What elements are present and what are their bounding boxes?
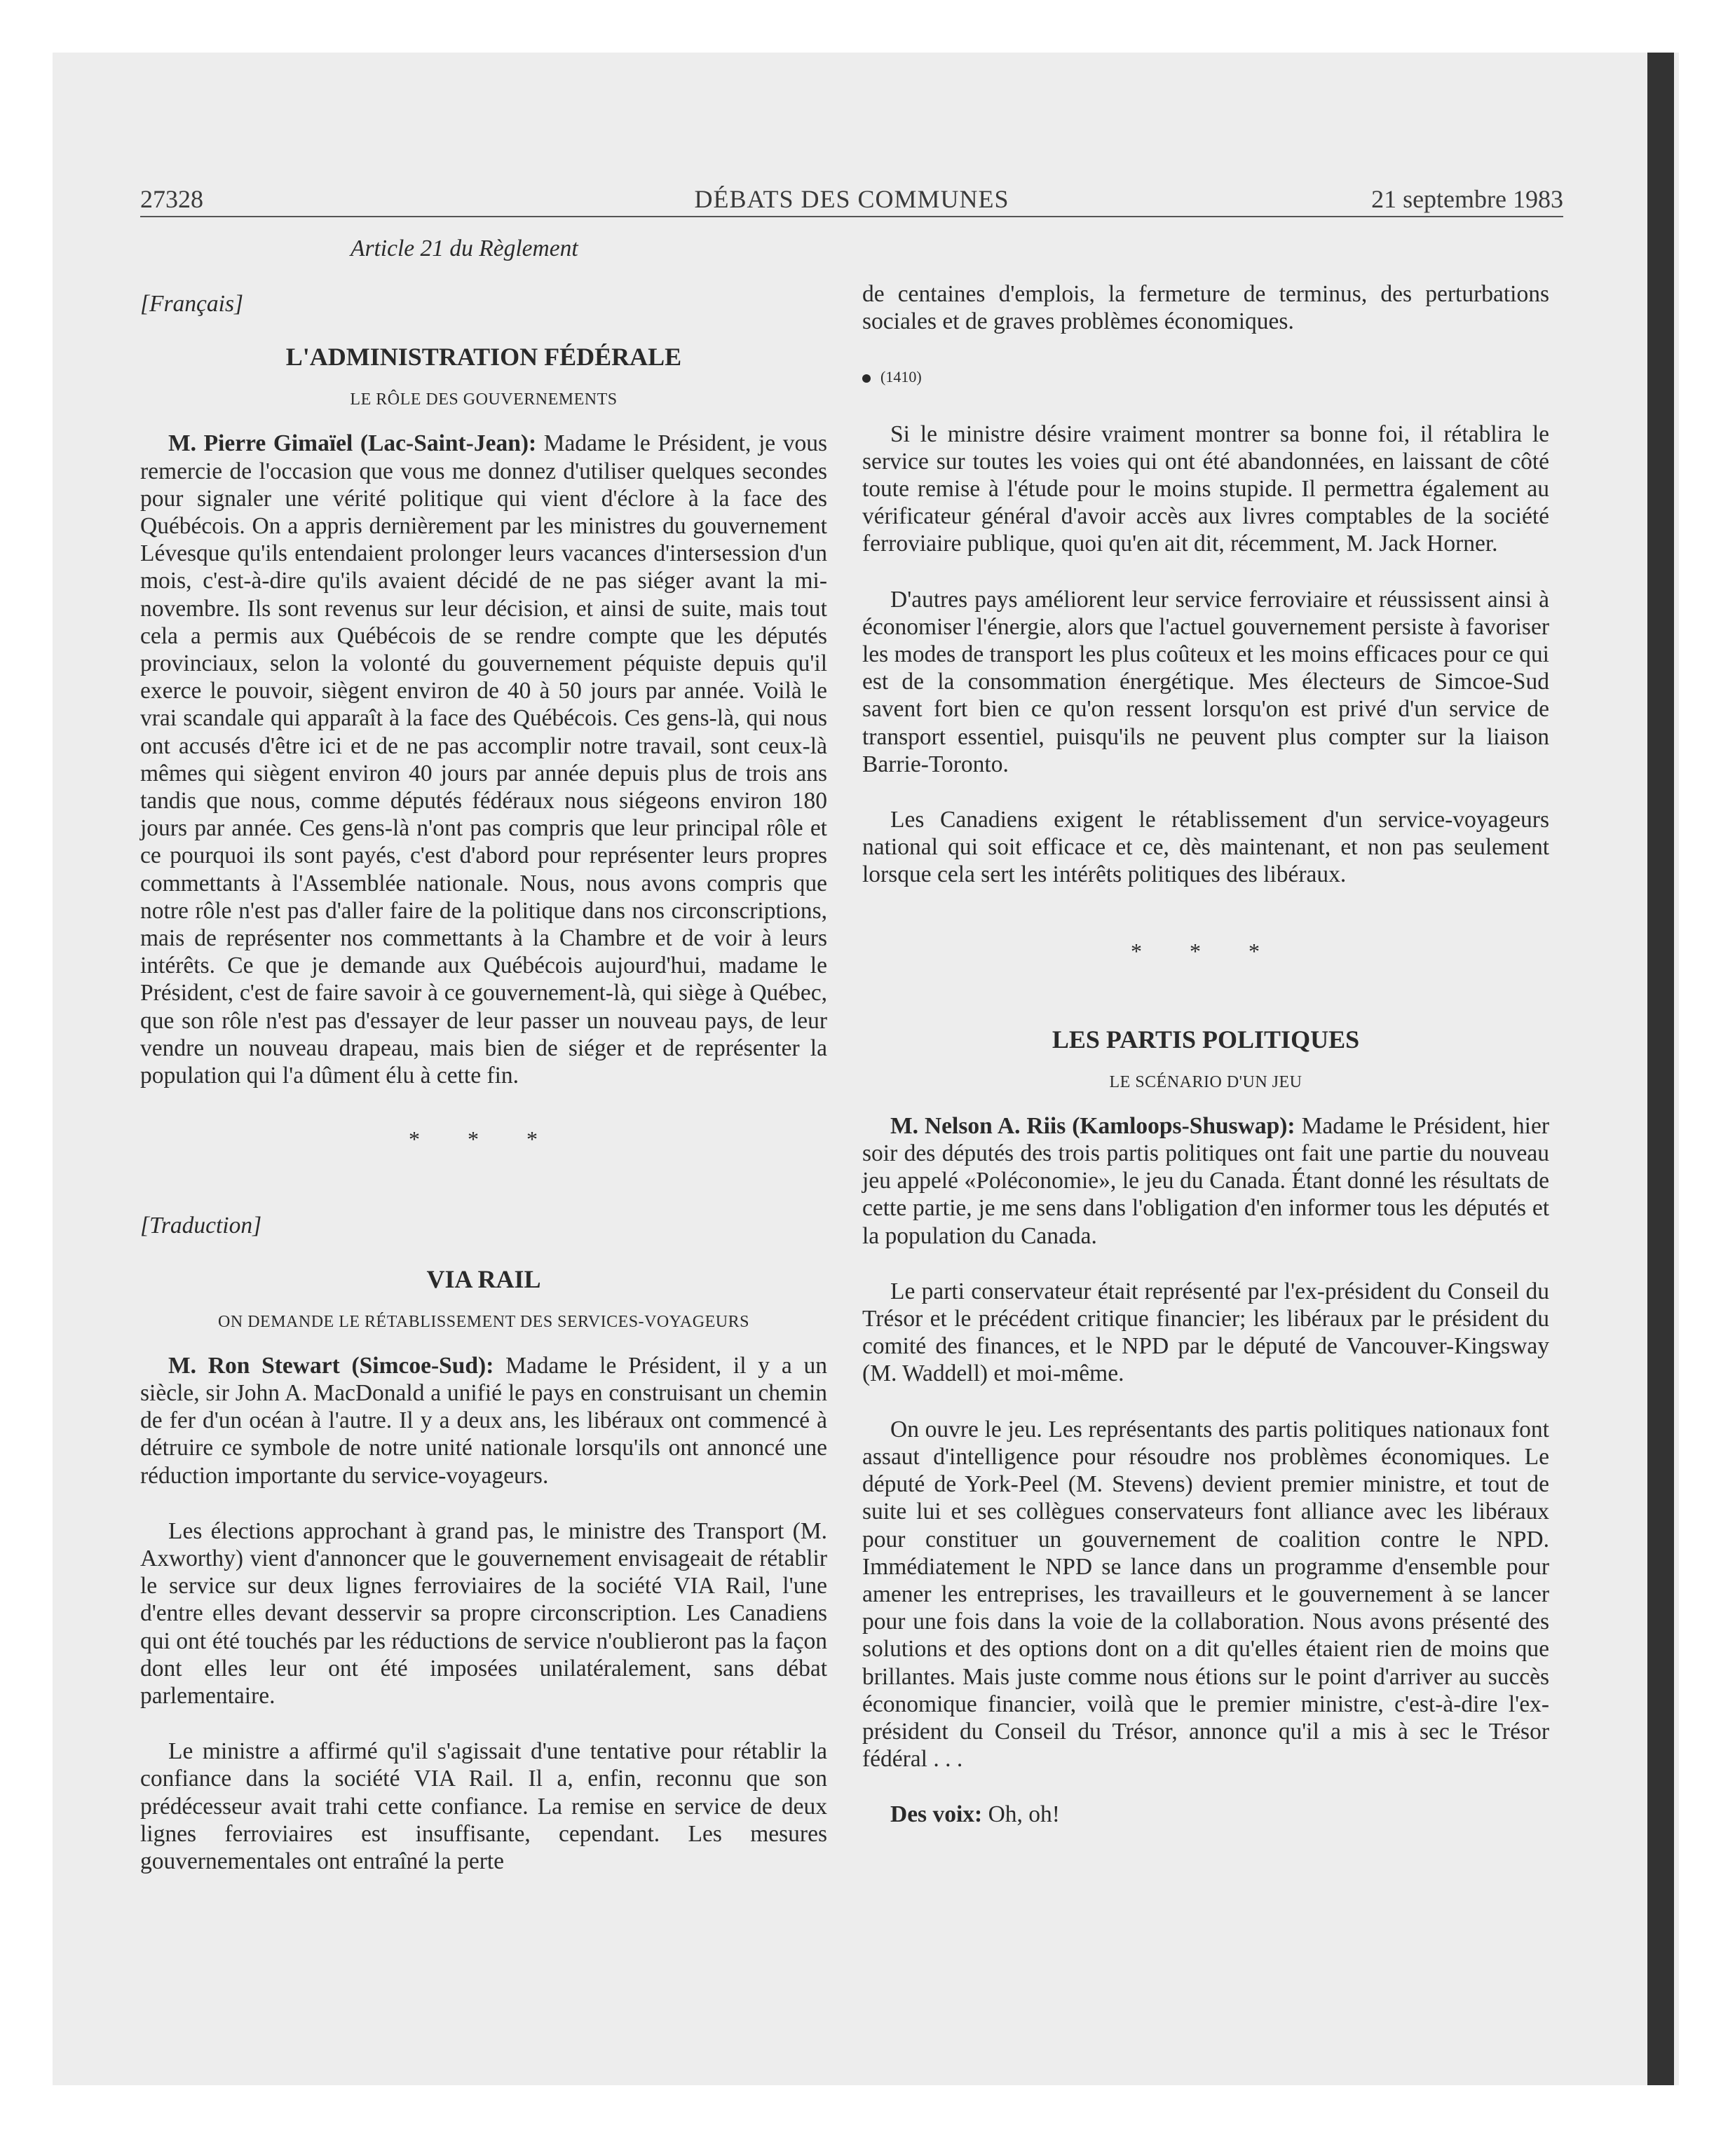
section-separator-2: * * * — [1131, 938, 1281, 964]
speech-riis-p1-text: Madame le Président, hier soir des députés des trois partis politiques ont fait une partie du nouveau jeu appelé «Poléconomie», le jeu du Canada. Étant donné les résultats de cette partie, je me sens dans l'obligation d'en informer tous les députés et la population du Canada. — [862, 1112, 1550, 1249]
section-title-administration: L'ADMINISTRATION FÉDÉRALE — [285, 343, 682, 371]
page-date: 21 septembre 1983 — [1371, 185, 1563, 213]
speech-stewart-p1-text: Madame le Président, il y a un siècle, sir John A. MacDonald a unifié le pays en construisant un chemin de fer d'un océan à l'autre. Il y a deux ans, les libéraux ont commencé à détruire ce symbole de notre unité nationale lorsqu'ils ont annoncé une réduction importante du service-voyageurs. — [140, 1352, 827, 1489]
speech-riis-p2: Le parti conservateur était représenté par l'ex-président du Conseil du Trésor et le précédent critique financier; les libéraux par le président du comité des finances, et le NPD par le député de Vancouver-Kingsway (M. Waddell) et moi-même. — [862, 1278, 1549, 1387]
language-note-traduction: [Traduction] — [140, 1213, 262, 1239]
speech-stewart-p3: Le ministre a affirmé qu'il s'agissait d'une tentative pour rétablir la confiance dans la société VIA Rail. Il a, enfin, reconnu que son prédécesseur avait trahi cette confiance. La remise en service de deux lignes ferroviaires est insuffisante, cependant. Les mesures gouvernementales ont entraîné la perte — [140, 1738, 827, 1874]
speech-stewart-p2: Les élections approchant à grand pas, le ministre des Transport (M. Axworthy) vient d'annoncer que le gouvernement envisageait de rétablir le service sur deux lignes ferroviaires de la société VIA Rail, l'une d'entre elles devant desservir sa propre circonscription. Les Canadiens qui ont été touchés par les réductions de service n'oublieront pas la façon dont elles leur ont été imposées unilatéralement, sans débat parlementaire. — [140, 1517, 827, 1709]
interjection — [862, 1801, 1549, 1828]
section-subtitle-via-rail: ON DEMANDE LE RÉTABLISSEMENT DES SERVICES-VOYAGEURS — [218, 1312, 749, 1331]
scan-binding-edge — [1647, 53, 1674, 2085]
section-separator: * * * — [409, 1126, 559, 1152]
speech-gimaiel — [140, 430, 827, 1089]
time-marker — [862, 363, 1549, 390]
speech-stewart-p4: Si le ministre désire vraiment montrer sa bonne foi, il rétablira le service sur toutes les voies qui ont été abandonnées, en laissant de côté toute remise à l'étude pour le moins stupide. Il permettra également au vérificateur général d'avoir accès aux livres comptables de la société ferroviaire publique, quoi qu'en ait dit, récemment, M. Jack Horner. — [862, 421, 1549, 557]
section-subtitle-scenario: LE SCÉNARIO D'UN JEU — [1109, 1072, 1302, 1091]
time-marker-text: (1410) — [880, 368, 922, 386]
speech-stewart-continued: de centaines d'emplois, la fermeture de terminus, des perturbations sociales et de graves problèmes économiques. — [862, 281, 1549, 335]
speech-stewart-p5: D'autres pays améliorent leur service ferroviaire et réussissent ainsi à économiser l'énergie, alors que l'actuel gouvernement persiste à favoriser les modes de transport les plus coûteux et les moins efficaces pour ce qui est de la consommation énergétique. Mes électeurs de Simcoe-Sud savent fort bien ce qu'on ressent lorsqu'on est privé d'un service de transport essentiel, puisqu'ils ne peuvent plus compter sur la liaison Barrie-Toronto. — [862, 586, 1549, 777]
interjection-speaker: Des voix: — [890, 1801, 983, 1828]
speaker-riis: M. Nelson A. Riis (Kamloops-Shuswap): — [890, 1112, 1295, 1139]
section-title-partis: LES PARTIS POLITIQUES — [1052, 1025, 1360, 1053]
header-rule — [140, 216, 1563, 217]
speech-riis-p1 — [862, 1112, 1549, 1250]
bullet-icon — [862, 374, 871, 383]
speaker-stewart: M. Ron Stewart (Simcoe-Sud): — [168, 1352, 494, 1379]
speech-stewart-p1 — [140, 1352, 827, 1489]
page-number: 27328 — [140, 185, 203, 213]
section-title-via-rail: VIA RAIL — [426, 1264, 541, 1293]
speaker-gimaiel: M. Pierre Gimaïel (Lac-Saint-Jean): — [168, 430, 537, 457]
speech-riis-p3: On ouvre le jeu. Les représentants des partis politiques nationaux font assaut d'intelligence pour résoudre nos problèmes économiques. Le député de York-Peel (M. Stevens) devient premier ministre, et tout de suite lui et ses collègues conservateurs font alliance avec les libéraux pour constituer un gouvernement de coalition contre le NPD. Immédiatement le NPD se lance dans un programme d'ensemble pour amener les entreprises, les travailleurs et le gouvernement à se lancer pour une fois dans la voie de la collaboration. Nous avons présenté des solutions et des options dont on a dit qu'elles étaient rien de moins que brillantes. Mais juste comme nous étions sur le point d'arriver au succès économique financier, voilà que le premier ministre, c'est-à-dire l'ex-président du Conseil du Trésor, annonce qu'il a mis à sec le Trésor fédéral . . . — [862, 1416, 1549, 1773]
section-subtitle-role: LE RÔLE DES GOUVERNEMENTS — [350, 390, 618, 409]
speech-gimaiel-text: Madame le Président, je vous remercie de l'occasion que vous me donnez d'utiliser quelques secondes pour signaler une vérité politique qui vient d'éclore à la face des Québécois. On a appris dernièrement par les ministres du gouvernement Lévesque qu'ils entendaient prolonger leurs vacances d'intersession d'un mois, c'est-à-dire qu'ils avaient décidé de ne pas siéger avant la mi-novembre. Ils sont revenus sur leur décision, et ainsi de suite, mais tout cela a permis aux Québécois de se rendre compte que les députés provinciaux, selon la volonté du gouvernement péquiste depuis qu'il exerce le pouvoir, siègent environ de 40 à 50 jours par année. Voilà le vrai scandale qui apparaît à la face des Québécois. Ces gens-là, qui nous ont accusés d'être ici et de ne pas accomplir notre travail, sont ceux-là mêmes qui siègent environ 40 jours par année depuis plus de trois ans tandis que nous, comme députés fédéraux nous siégeons environ 180 jours par année. Ces gens-là n'ont pas compris que leur principal rôle et ce pourquoi ils sont payés, c'est d'abord pour représenter leurs propres commettants à l'Assemblée nationale. Nous, nous avons compris que notre rôle n'est pas d'aller faire de la politique dans nos circonscriptions, mais de représenter nos commettants à la Chambre et de voir à leurs intérêts. Ce que je demande aux Québécois aujourd'hui, madame le Président, c'est de faire savoir à ce gouvernement-là, qui siège à Québec, que son rôle n'est pas d'essayer de leur passer un nouveau pays, de leur vendre un nouveau drapeau, mais bien de siéger et de représenter la population qui l'a dûment élu à cette fin. — [140, 430, 827, 1089]
interjection-text: Oh, oh! — [988, 1801, 1060, 1828]
language-note-francais: [Français] — [140, 291, 244, 318]
left-column — [140, 231, 827, 1875]
speech-stewart-p6: Les Canadiens exigent le rétablissement d'un service-voyageurs national qui soit efficace et ce, dès maintenant, et non pas seulement lorsque cela sert les intérêts politiques des libéraux. — [862, 807, 1549, 888]
right-column — [862, 231, 1549, 1829]
standing-order-rubric: Article 21 du Règlement — [351, 236, 578, 261]
running-title: DÉBATS DES COMMUNES — [694, 185, 1009, 213]
